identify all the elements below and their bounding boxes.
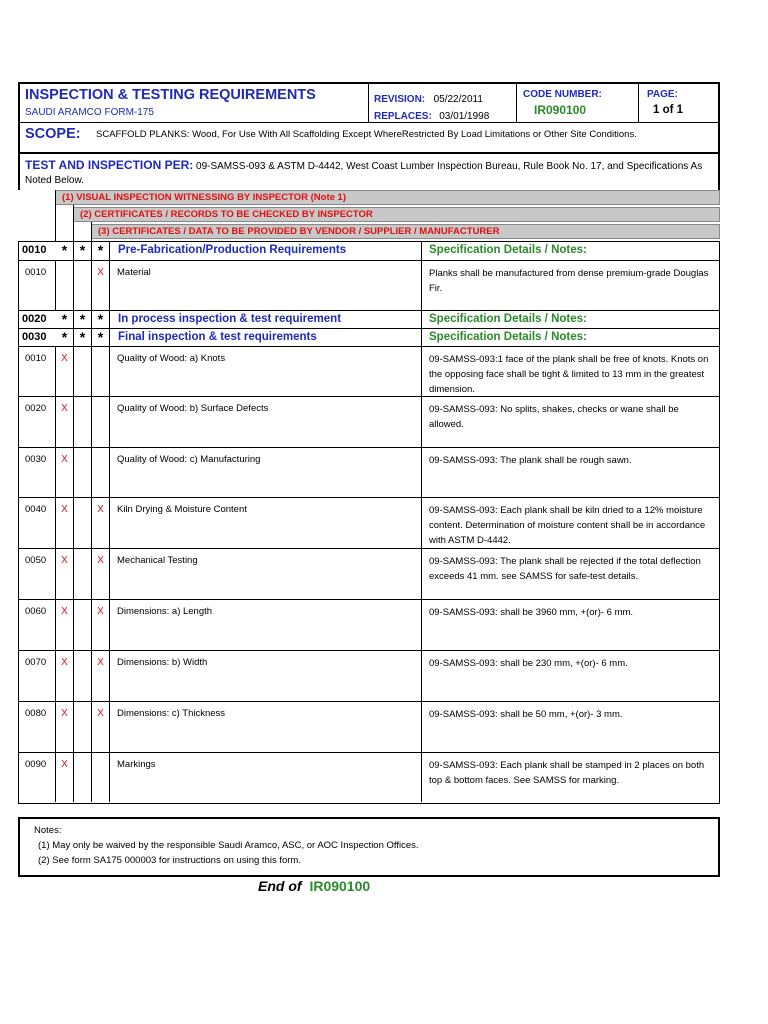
section-code: 0010 — [22, 244, 47, 256]
section-code: 0020 — [22, 313, 47, 325]
mark-visual: X — [56, 448, 74, 497]
star-mark: * — [56, 311, 74, 328]
section-header-row — [19, 328, 719, 346]
row-item: Dimensions: a) Length — [110, 600, 422, 650]
form-title: INSPECTION & TESTING REQUIREMENTS — [25, 87, 316, 103]
test-per-label: TEST AND INSPECTION PER: — [25, 158, 194, 172]
mark-visual: X — [56, 549, 74, 599]
mark-vendor: X — [92, 549, 110, 599]
mark-visual: X — [56, 498, 74, 548]
star-mark: * — [92, 242, 110, 260]
replaces-value: 03/01/1998 — [439, 111, 490, 122]
mark-certificates — [74, 600, 92, 650]
row-code: 0030 — [19, 448, 56, 497]
row-spec: 09-SAMSS-093: shall be 3960 mm, +(or)- 6 mm. — [429, 607, 634, 618]
scope-text: SCAFFOLD PLANKS: Wood, For Use With All Scaffolding Except WhereRestricted By Load Limitations or Other Site Conditions. — [96, 129, 637, 140]
mark-vendor — [92, 397, 110, 447]
title-cell — [20, 84, 369, 122]
scope-label: SCOPE: — [25, 126, 81, 142]
page-value: 1 of 1 — [653, 104, 684, 116]
form-number: SAUDI ARAMCO FORM-175 — [25, 107, 154, 118]
end-label: End of — [258, 878, 302, 894]
table-row — [19, 260, 719, 310]
row-spec: 09-SAMSS-093: shall be 230 mm, +(or)- 6 mm. — [429, 658, 628, 669]
star-mark: * — [56, 329, 74, 346]
mark-certificates — [74, 753, 92, 802]
row-code: 0010 — [19, 261, 56, 310]
end-of-form — [258, 878, 370, 894]
form-header — [18, 82, 720, 154]
row-code: 0080 — [19, 702, 56, 752]
bar-certificates-checked: (2) CERTIFICATES / RECORDS TO BE CHECKED BY INSPECTOR — [73, 207, 720, 222]
row-spec: 09-SAMSS-093: No splits, shakes, checks or wane shall be allowed. — [429, 404, 679, 430]
mark-certificates — [74, 448, 92, 497]
row-code: 0010 — [19, 347, 56, 396]
table-row — [19, 752, 719, 802]
table-row — [19, 497, 719, 548]
table-row — [19, 447, 719, 497]
star-mark: * — [92, 329, 110, 346]
row-item: Dimensions: b) Width — [110, 651, 422, 701]
mark-vendor — [92, 753, 110, 802]
notes-title: Notes: — [34, 825, 62, 836]
note-2: (2) See form SA175 000003 for instructions on using this form. — [38, 855, 301, 866]
row-spec: Planks shall be manufactured from dense premium-grade Douglas Fir. — [429, 268, 709, 294]
mark-certificates — [74, 651, 92, 701]
section-title: In process inspection & test requirement — [110, 311, 422, 328]
row-code: 0060 — [19, 600, 56, 650]
row-code: 0050 — [19, 549, 56, 599]
row-item: Mechanical Testing — [110, 549, 422, 599]
page-cell — [639, 84, 720, 122]
row-spec: 09-SAMSS-093: The plank shall be rough sawn. — [429, 455, 632, 466]
mark-visual: X — [56, 651, 74, 701]
table-row — [19, 548, 719, 599]
row-spec: 09-SAMSS-093: shall be 50 mm, +(or)- 3 mm. — [429, 709, 623, 720]
row-spec: 09-SAMSS-093: Each plank shall be stamped in 2 places on both top & bottom faces. See SAMSS for marking. — [429, 760, 705, 786]
row-code: 0020 — [19, 397, 56, 447]
table-row — [19, 599, 719, 650]
section-header-row — [19, 242, 719, 260]
mark-visual: X — [56, 753, 74, 802]
row-code: 0070 — [19, 651, 56, 701]
mark-visual: X — [56, 600, 74, 650]
row-spec: 09-SAMSS-093:1 face of the plank shall be free of knots. Knots on the opposing face shall be tight & limited to 13 mm in the greatest dimension. — [429, 354, 709, 395]
table-row — [19, 650, 719, 701]
requirements-table — [18, 241, 720, 804]
code-value: IR090100 — [534, 103, 587, 117]
test-inspection-per — [18, 154, 720, 190]
mark-visual: X — [56, 397, 74, 447]
mark-certificates — [74, 347, 92, 396]
mark-certificates — [74, 702, 92, 752]
mark-vendor: X — [92, 651, 110, 701]
bar-certificates-provided: (3) CERTIFICATES / DATA TO BE PROVIDED BY VENDOR / SUPPLIER / MANUFACTURER — [91, 224, 720, 239]
row-item: Quality of Wood: a) Knots — [110, 347, 422, 396]
replaces-label: REPLACES: — [374, 111, 432, 122]
mark-certificates — [74, 397, 92, 447]
row-spec: 09-SAMSS-093: The plank shall be rejected if the total deflection exceeds 41 mm. see SAMSS for safe-test details. — [429, 556, 701, 582]
star-mark: * — [74, 311, 92, 328]
row-item: Quality of Wood: b) Surface Defects — [110, 397, 422, 447]
test-per-text: 09-SAMSS-093 & ASTM D-4442, West Coast Lumber Inspection Bureau, Rule Book No. 17, and Specifications As Noted Below. — [25, 161, 703, 186]
mark-vendor — [92, 448, 110, 497]
mark-vendor: X — [92, 600, 110, 650]
star-mark: * — [74, 242, 92, 260]
row-item: Material — [110, 261, 422, 310]
table-row — [19, 396, 719, 447]
notes-box — [18, 817, 720, 877]
scope-row — [20, 122, 718, 155]
bar-divider — [91, 222, 92, 241]
code-label: CODE NUMBER: — [523, 89, 602, 100]
section-header-row — [19, 310, 719, 328]
row-spec: 09-SAMSS-093: Each plank shall be kiln dried to a 12% moisture content. Determination of moisture content shall be in accordance with ASTM D-4442. — [429, 505, 706, 546]
table-row — [19, 701, 719, 752]
row-item: Kiln Drying & Moisture Content — [110, 498, 422, 548]
code-cell — [517, 84, 639, 122]
bar-divider — [73, 205, 74, 241]
revision-cell — [369, 84, 517, 122]
mark-visual: X — [56, 347, 74, 396]
row-item: Quality of Wood: c) Manufacturing — [110, 448, 422, 497]
section-code: 0030 — [22, 331, 47, 343]
mark-vendor: X — [92, 261, 110, 310]
mark-certificates — [74, 261, 92, 310]
bar-visual-inspection: (1) VISUAL INSPECTION WITNESSING BY INSPECTOR (Note 1) — [55, 190, 720, 205]
spec-heading: Specification Details / Notes: — [429, 313, 587, 325]
spec-heading: Specification Details / Notes: — [429, 331, 587, 343]
star-mark: * — [56, 242, 74, 260]
revision-value: 05/22/2011 — [433, 94, 483, 105]
spec-heading: Specification Details / Notes: — [429, 244, 587, 256]
page-label: PAGE: — [647, 89, 678, 100]
end-code: IR090100 — [309, 878, 371, 894]
star-mark: * — [74, 329, 92, 346]
star-mark: * — [92, 311, 110, 328]
section-title: Final inspection & test requirements — [110, 329, 422, 346]
row-code: 0090 — [19, 753, 56, 802]
row-item: Dimensions: c) Thickness — [110, 702, 422, 752]
table-row — [19, 346, 719, 396]
mark-visual — [56, 261, 74, 310]
section-title: Pre-Fabrication/Production Requirements — [110, 242, 422, 260]
note-1: (1) May only be waived by the responsible Saudi Aramco, ASC, or AOC Inspection Offices. — [38, 840, 419, 851]
mark-vendor: X — [92, 498, 110, 548]
mark-certificates — [74, 549, 92, 599]
mark-vendor — [92, 347, 110, 396]
mark-vendor: X — [92, 702, 110, 752]
row-code: 0040 — [19, 498, 56, 548]
revision-label: REVISION: — [374, 94, 426, 105]
row-item: Markings — [110, 753, 422, 802]
mark-certificates — [74, 498, 92, 548]
mark-visual: X — [56, 702, 74, 752]
bar-divider — [55, 190, 56, 241]
